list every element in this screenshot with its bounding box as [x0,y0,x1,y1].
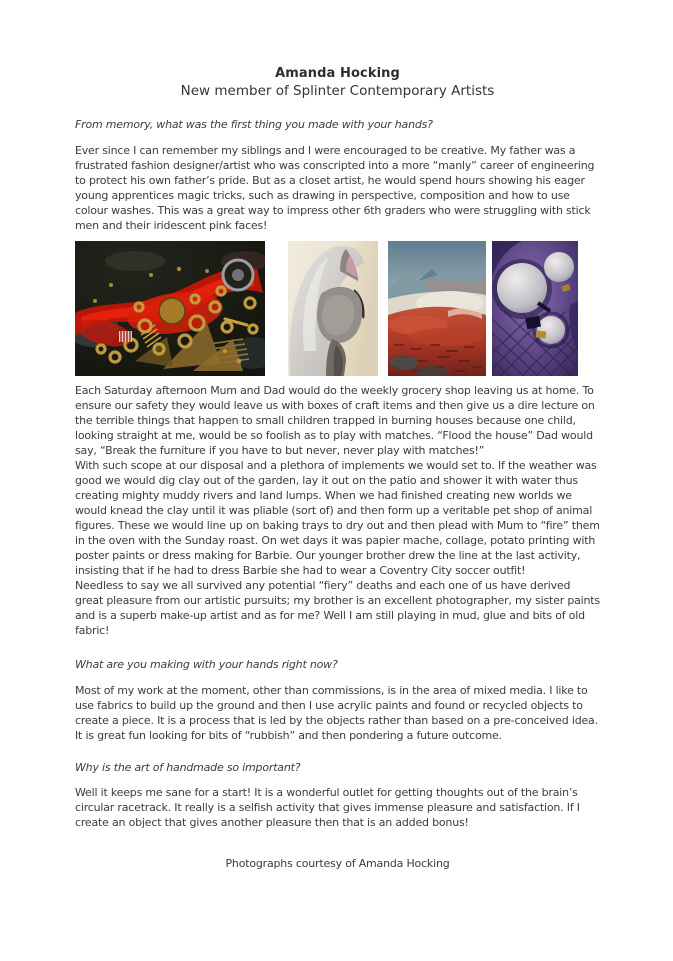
answer-paragraph-1: Ever since I can remember my siblings and I were encouraged to be creative. My father was a frustrated fashion designer/artist who was conscripted into a more “manly” career of engineering to protect his own father’s pride. But as a closet artist, he would spend hours showing his eager young apprentices magic tricks, such as drawing in perspective, composition and how to use colour washes. This was a great way to impress other 6th graders who were struggling with stick men and their iridescent pink faces! [75,144,595,232]
artwork-red-landscape-image [388,241,486,376]
photo-credit: Photographs courtesy of Amanda Hocking [225,857,450,870]
artwork-mixed-media-collage [75,241,265,376]
answer-paragraph-2a: Each Saturday afternoon Mum and Dad would do the weekly grocery shop leaving us at home. To ensure our safety they would leave us with boxes of craft items and then give us a dire lecture on the terrible things that happen to small children trapped in burning houses because one child, looking straight at me, would be so foolish as to play with matches. “Flood the house” Dad would say, “Break the furniture if you have to but never, never play with matches!” [75,384,595,457]
answer-block-2 [75,383,600,638]
artwork-white-horse-image [288,241,378,376]
interview-question-3: Why is the art of handmade so important? [75,761,301,774]
page-title: Amanda Hocking [275,66,400,81]
interview-question-1: From memory, what was the first thing you made with your hands? [75,118,433,131]
page-subtitle: New member of Splinter Contemporary Artists [180,83,495,99]
artwork-red-landscape [388,241,486,376]
answer-paragraph-2c: Needless to say we all survived any potential “fiery” deaths and each one of us have derived great pleasure from our artistic pursuits; my brother is an excellent photographer, my sister paints and is a superb make-up artist and as for me? Well I am still playing in mud, glue and bits of old fabric! [75,579,600,637]
answer-paragraph-4: Well it keeps me sane for a start! It is a wonderful outlet for getting thoughts out of the brain’s circular racetrack. It really is a selfish activity that gives immense pleasure and satisfaction. If I create an object that gives another pleasure then that is an added bonus! [75,786,580,829]
answer-paragraph-2b: With such scope at our disposal and a plethora of implements we would set to. If the weather was good we would dig clay out of the garden, lay it out on the patio and shower it with water thus creating mighty muddy rivers and land lumps. When we had finished creating new worlds we would knead the clay until it was pliable (sort of) and then form up a veritable pet shop of animal figures. These we would line up on baking trays to dry out and then plead with Mum to “fire” them in the oven with the Sunday roast. On wet days it was papier mache, collage, potato printing with poster paints or dress making for Barbie. Our younger brother drew the line at the last activity, insisting that if he had to dress Barbie she had to wear a Coventry City soccer outfit! [75,459,600,577]
artwork-purple-spheres [492,241,578,376]
artwork-gallery [75,241,600,376]
artwork-purple-spheres-image [492,241,578,376]
interview-question-2: What are you making with your hands right now? [75,658,338,671]
answer-paragraph-3: Most of my work at the moment, other than commissions, is in the area of mixed media. I like to use fabrics to build up the ground and then I use acrylic paints and found or recycled objects to create a piece. It is a process that is led by the objects rather than based on a pre-conceived idea. It is great fun looking for bits of “rubbish” and then pondering a future outcome. [75,684,598,742]
artwork-mixed-media-collage-image [75,241,265,376]
artwork-white-horse [288,241,378,376]
